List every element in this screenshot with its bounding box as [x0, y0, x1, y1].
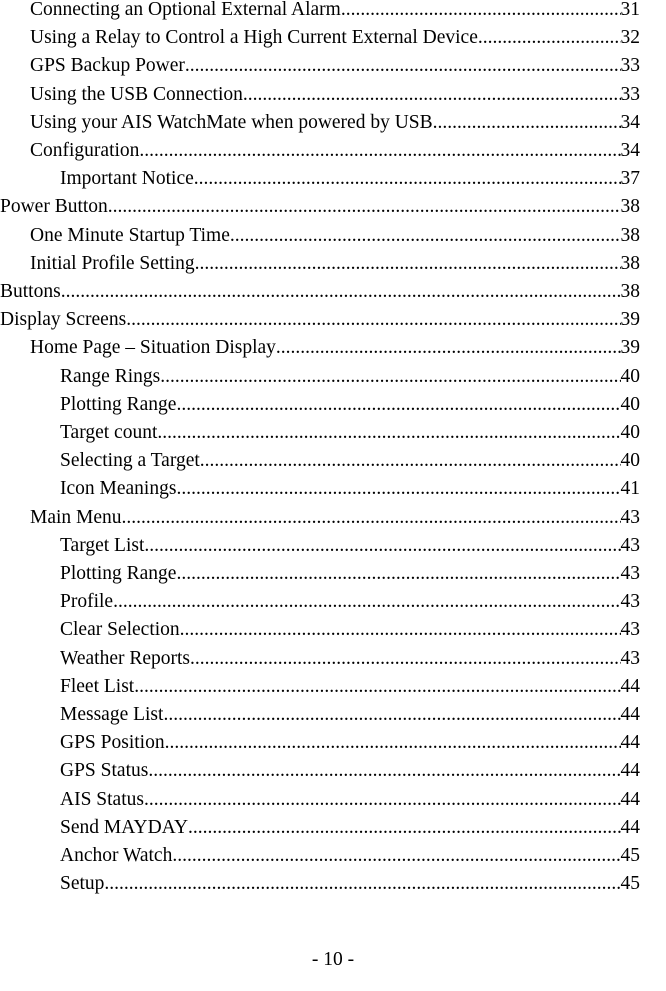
toc-entry-title: Profile	[60, 591, 114, 613]
toc-dot-leader	[188, 814, 620, 842]
toc-entry[interactable]	[60, 616, 640, 644]
toc-entry-title: Clear Selection	[60, 619, 180, 641]
toc-entry[interactable]	[30, 24, 640, 52]
toc-entry-page: 45	[620, 873, 640, 895]
toc-entry-title: Home Page – Situation Display	[30, 337, 276, 359]
toc-dot-leader	[104, 870, 620, 898]
toc-entry-title: One Minute Startup Time	[30, 224, 230, 246]
toc-entry[interactable]	[30, 334, 640, 362]
toc-entry-page: 44	[620, 704, 640, 725]
toc-entry-page: 40	[620, 450, 640, 472]
toc-dot-leader	[108, 193, 621, 221]
toc-entry-page: 33	[620, 55, 640, 77]
toc-entry-title: Fleet List	[60, 675, 135, 697]
toc-entry[interactable]	[60, 729, 640, 757]
toc-entry-page: 37	[620, 168, 640, 190]
toc-entry-title: Main Menu	[30, 506, 122, 528]
toc-entry[interactable]	[60, 673, 640, 701]
toc-entry-page: 43	[620, 534, 640, 556]
toc-dot-leader	[433, 109, 621, 137]
toc-entry[interactable]	[30, 81, 640, 109]
toc-entry[interactable]	[0, 193, 640, 221]
toc-entry-page: 39	[620, 337, 640, 359]
toc-entry-page: 32	[620, 27, 640, 49]
toc-entry[interactable]	[0, 306, 640, 334]
toc-dot-leader	[176, 560, 620, 588]
toc-entry[interactable]	[30, 109, 640, 137]
toc-dot-leader	[176, 475, 620, 503]
toc-dot-leader	[122, 504, 621, 532]
toc-entry[interactable]	[60, 786, 640, 814]
toc-dot-leader	[195, 250, 621, 278]
toc-entry-title: Message List	[60, 704, 164, 725]
toc-entry-page: 43	[620, 647, 640, 669]
toc-entry-page: 44	[620, 760, 640, 782]
toc-entry-page: 44	[620, 788, 640, 810]
toc-entry-title: Weather Reports	[60, 647, 191, 669]
toc-entry-page: 33	[620, 83, 640, 105]
toc-entry-title: Anchor Watch	[60, 845, 173, 866]
toc-dot-leader	[341, 0, 621, 24]
toc-entry-page: 40	[620, 365, 640, 387]
toc-entry[interactable]	[60, 475, 640, 503]
toc-entry[interactable]	[60, 842, 640, 870]
toc-entry-page: 41	[620, 478, 640, 500]
toc-dot-leader	[194, 165, 621, 193]
toc-dot-leader	[61, 278, 621, 306]
toc-dot-leader	[148, 757, 620, 785]
toc-entry-page: 43	[620, 563, 640, 584]
toc-entry[interactable]	[60, 419, 640, 447]
toc-dot-leader	[185, 52, 621, 80]
toc-entry[interactable]	[60, 645, 640, 673]
toc-entry-title: Plotting Range	[60, 393, 177, 415]
toc-dot-leader	[144, 532, 620, 560]
toc-entry-title: Setup	[60, 873, 105, 895]
toc-entry-title: Using the USB Connection	[30, 83, 243, 105]
toc-entry-title: Important Notice	[60, 168, 194, 190]
toc-entry-title: Using your AIS WatchMate when powered by USB	[30, 111, 433, 133]
toc-dot-leader	[113, 588, 620, 616]
toc-entry-title: Configuration	[30, 140, 140, 161]
toc-entry-title: AIS Status	[60, 788, 144, 810]
toc-entry-page: 44	[620, 816, 640, 838]
page-number: - 10 -	[311, 949, 355, 970]
toc-dot-leader	[200, 447, 621, 475]
toc-dot-leader	[230, 222, 621, 250]
toc-entry-page: 38	[620, 196, 640, 218]
toc-entry-page: 40	[620, 393, 640, 415]
toc-entry-title: Target List	[60, 534, 145, 556]
toc-dot-leader	[478, 24, 621, 52]
toc-entry-page: 31	[620, 0, 640, 20]
toc-entry[interactable]	[60, 532, 640, 560]
toc-entry[interactable]	[60, 701, 640, 729]
toc-entry[interactable]	[0, 278, 640, 306]
toc-dot-leader	[144, 786, 621, 814]
toc-entry[interactable]	[60, 560, 640, 588]
toc-entry-page: 34	[620, 111, 640, 133]
toc-entry[interactable]	[60, 588, 640, 616]
toc-entry-title: Initial Profile Setting	[30, 252, 195, 274]
toc-entry[interactable]	[60, 870, 640, 898]
toc-entry[interactable]	[60, 165, 640, 193]
toc-dot-leader	[157, 419, 620, 447]
toc-entry-title: Plotting Range	[60, 563, 177, 584]
toc-entry-page: 39	[620, 309, 640, 331]
toc-entry[interactable]	[30, 137, 640, 165]
toc-entry-title: Selecting a Target	[60, 450, 200, 472]
toc-entry[interactable]	[60, 814, 640, 842]
toc-entry-title: Using a Relay to Control a High Current External Device	[30, 27, 478, 49]
toc-dot-leader	[180, 616, 621, 644]
toc-dot-leader	[165, 729, 621, 757]
toc-entry-page: 38	[620, 224, 640, 246]
toc-dot-leader	[160, 363, 620, 391]
toc-entry-title: Buttons	[0, 281, 61, 302]
toc-dot-leader	[243, 81, 621, 109]
toc-dot-leader	[190, 645, 620, 673]
toc-entry[interactable]	[30, 250, 640, 278]
toc-entry-title: Connecting an Optional External Alarm	[30, 0, 341, 20]
toc-entry-page: 38	[620, 281, 640, 302]
toc-entry[interactable]	[60, 391, 640, 419]
toc-entry-page: 45	[620, 845, 640, 866]
toc-entry-title: Display Screens	[0, 309, 127, 331]
toc-entry-page: 40	[620, 422, 640, 443]
toc-entry-title: Power Button	[0, 196, 108, 218]
toc-dot-leader	[172, 842, 620, 870]
toc-dot-leader	[276, 334, 621, 362]
toc-entry-title: GPS Status	[60, 760, 149, 782]
toc-entry-page: 38	[620, 252, 640, 274]
toc-entry-title: Send MAYDAY	[60, 816, 189, 838]
toc-entry[interactable]	[60, 447, 640, 475]
toc-entry-page: 44	[620, 732, 640, 754]
toc-entry-page: 44	[620, 675, 640, 697]
toc-entry-page: 43	[620, 506, 640, 528]
toc-entry[interactable]	[60, 757, 640, 785]
toc-entry-page: 34	[620, 140, 640, 161]
toc-entry[interactable]	[30, 0, 640, 24]
toc-dot-leader	[139, 137, 620, 165]
toc-entry-title: GPS Backup Power	[30, 55, 185, 77]
toc-dot-leader	[176, 391, 620, 419]
toc-entry-title: Icon Meanings	[60, 478, 177, 500]
toc-dot-leader	[126, 306, 620, 334]
toc-entry[interactable]	[30, 504, 640, 532]
toc-dot-leader	[163, 701, 620, 729]
toc-entry-title: Target count	[60, 422, 158, 443]
toc-entry-page: 43	[620, 619, 640, 641]
toc-entry-page: 43	[620, 591, 640, 613]
toc-entry[interactable]	[60, 363, 640, 391]
toc-entry[interactable]	[30, 52, 640, 80]
toc-entry-title: GPS Position	[60, 732, 165, 754]
toc-entry-title: Range Rings	[60, 365, 161, 387]
toc-dot-leader	[134, 673, 620, 701]
toc-entry[interactable]	[30, 222, 640, 250]
